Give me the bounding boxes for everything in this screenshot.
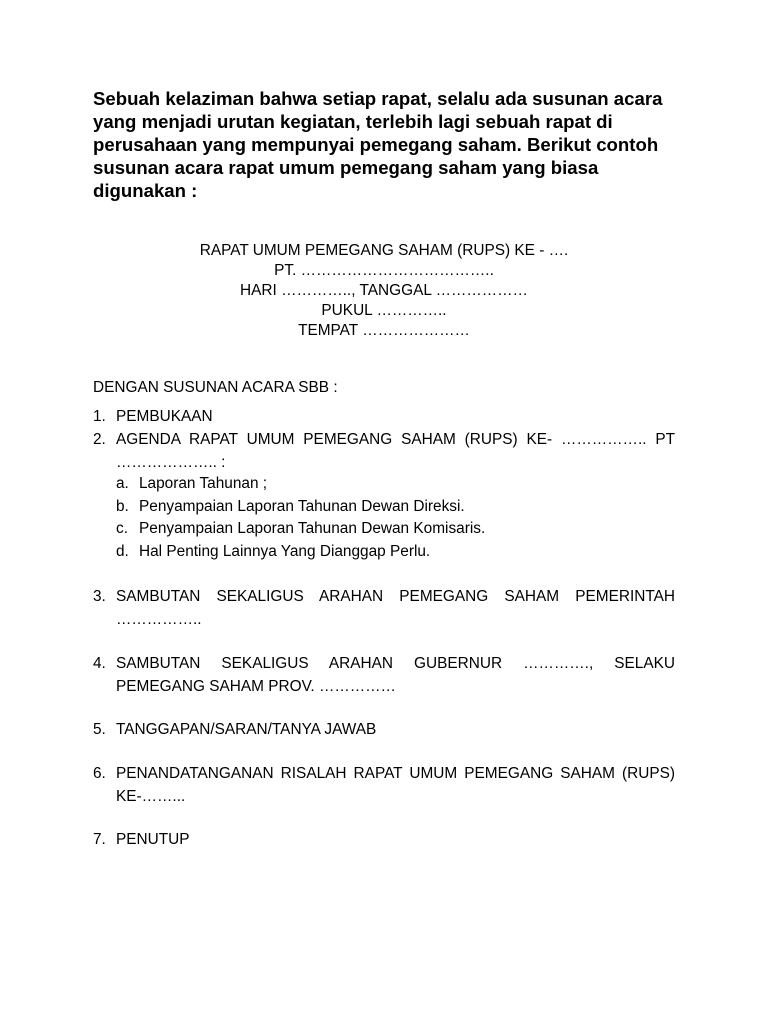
header-line-day-date: HARI ………….., TANGGAL ……………… [240, 282, 528, 299]
list-item-number: 3. [93, 588, 106, 605]
list-item-text: SAMBUTAN SEKALIGUS ARAHAN PEMEGANG SAHAM PEMERINTAH …………….. [116, 588, 675, 628]
header-line-place: TEMPAT ………………… [298, 322, 470, 339]
list-item [93, 429, 675, 474]
list-item-number: 7. [93, 831, 106, 848]
sub-list-letter: b. [116, 498, 129, 515]
list-item-number: 4. [93, 655, 106, 672]
sub-list-item [116, 496, 676, 519]
intro-paragraph: Sebuah kelaziman bahwa setiap rapat, selalu ada susunan acara yang menjadi urutan kegiatan, terlebih lagi sebuah rapat di perusahaan yang mempunyai pemegang saham. Berikut contoh susunan acara rapat umum pemegang saham yang biasa digunakan : [93, 88, 663, 201]
list-item-text: PEMBUKAAN [116, 408, 213, 425]
header-line-time: PUKUL ………….. [321, 302, 447, 319]
sub-list-letter: c. [116, 520, 128, 537]
header-line-company: PT. ……………………………….. [274, 262, 494, 279]
list-item [93, 653, 675, 698]
list-item-text: TANGGAPAN/SARAN/TANYA JAWAB [116, 721, 377, 738]
list-item-text: PENANDATANGANAN RISALAH RAPAT UMUM PEMEGANG SAHAM (RUPS) KE-……... [116, 765, 675, 805]
list-item [93, 719, 675, 742]
list-item [93, 586, 675, 631]
list-item-text: PENUTUP [116, 831, 190, 848]
sub-list-text: Penyampaian Laporan Tahunan Dewan Direksi. [139, 498, 465, 515]
sub-list-letter: a. [116, 475, 129, 492]
list-item [93, 763, 675, 808]
sub-list-item [116, 518, 676, 541]
list-item-text: SAMBUTAN SEKALIGUS ARAHAN GUBERNUR …………., SELAKU PEMEGANG SAHAM PROV. …………… [116, 655, 675, 695]
header-line-title: RAPAT UMUM PEMEGANG SAHAM (RUPS) KE - …. [199, 242, 569, 259]
list-item-text: AGENDA RAPAT UMUM PEMEGANG SAHAM (RUPS) KE- …………….. PT ……………….. : [116, 431, 675, 471]
sub-list-text: Laporan Tahunan ; [139, 475, 268, 492]
list-item [93, 829, 675, 852]
list-item-number: 5. [93, 721, 106, 738]
list-item-number: 2. [93, 431, 106, 448]
meeting-header [93, 241, 675, 341]
sub-list-text: Hal Penting Lainnya Yang Dianggap Perlu. [139, 543, 431, 560]
sub-list-item [116, 473, 676, 496]
sub-list-item [116, 541, 676, 564]
agenda-heading: DENGAN SUSUNAN ACARA SBB : [93, 379, 338, 396]
list-item [93, 406, 675, 429]
sub-list-text: Penyampaian Laporan Tahunan Dewan Komisaris. [139, 520, 486, 537]
list-item-number: 1. [93, 408, 106, 425]
list-item-number: 6. [93, 765, 106, 782]
sub-list-letter: d. [116, 543, 129, 560]
